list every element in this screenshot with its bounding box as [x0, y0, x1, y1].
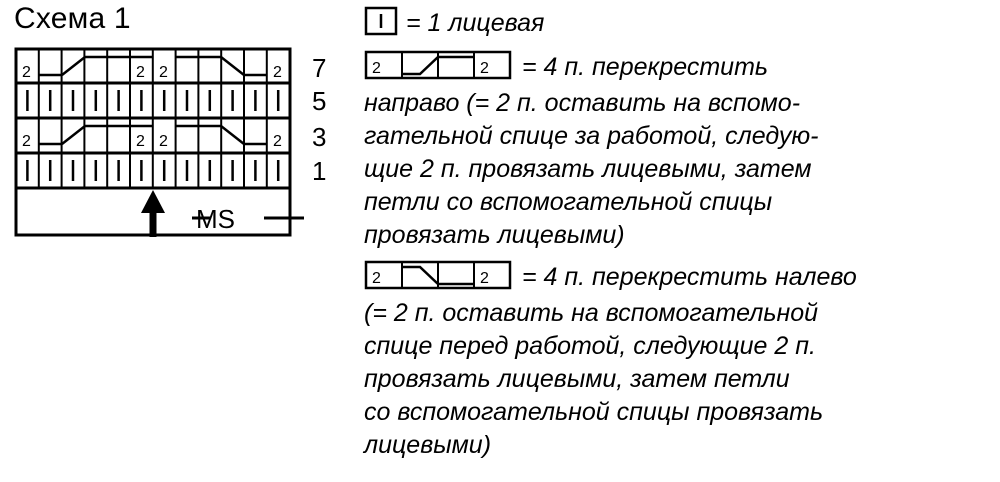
svg-text:2: 2	[372, 60, 381, 77]
row-number-5: 5	[312, 86, 327, 116]
legend-cross-left-line-1: = 4 п. перекрестить налево	[522, 263, 857, 291]
legend-cross-left-line-6: лицевыми)	[364, 431, 492, 459]
svg-text:2: 2	[273, 133, 282, 150]
legend-cross-left-line-2: (= 2 п. оставить на вспомогательной	[364, 299, 819, 327]
legend-cross-right-line-1: = 4 п. перекрестить	[522, 53, 769, 81]
svg-text:2: 2	[159, 64, 168, 81]
legend-cross-right-line-5: петли со вспомогательной спицы	[364, 188, 773, 216]
legend-cross-right-line-2: направо (= 2 п. оставить на вспомо-	[364, 89, 801, 117]
svg-text:2: 2	[273, 64, 282, 81]
legend-cross-right-line-3: гательной спице за работой, следую-	[364, 122, 819, 150]
chart-panel	[0, 0, 350, 482]
row-number-7: 7	[312, 53, 327, 83]
legend-panel	[364, 0, 1000, 482]
row-number-3: 3	[312, 122, 327, 152]
chart-grid-svg	[14, 47, 304, 237]
legend-item-cross-left	[364, 258, 857, 462]
svg-text:2: 2	[22, 64, 31, 81]
legend-cross-right-line-4: щие 2 п. провязать лицевыми, затем	[364, 155, 812, 183]
cross-left-symbol-icon	[364, 258, 514, 297]
ms-label: MS	[196, 204, 235, 234]
svg-text:2: 2	[372, 270, 381, 287]
svg-text:2: 2	[22, 133, 31, 150]
legend-cross-left-line-5: со вспомогательной спицы провязать	[364, 398, 824, 426]
legend-cross-left-line-4: провязать лицевыми, затем петли	[364, 365, 790, 393]
legend-item-knit	[364, 4, 544, 43]
legend-cross-left-line-3: спице перед работой, следующие 2 п.	[364, 332, 816, 360]
row-number-1: 1	[312, 156, 327, 186]
svg-text:2: 2	[159, 133, 168, 150]
legend-item-cross-right	[364, 48, 819, 252]
legend-item-knit-text: = 1 лицевая	[406, 9, 545, 37]
svg-text:2: 2	[136, 133, 145, 150]
svg-text:2: 2	[480, 270, 489, 287]
knitting-chart	[14, 47, 290, 235]
legend-cross-right-line-6: провязать лицевыми)	[364, 221, 625, 249]
cross-right-symbol-icon	[364, 48, 514, 87]
svg-text:2: 2	[480, 60, 489, 77]
svg-text:2: 2	[136, 64, 145, 81]
page-title: Схема 1	[14, 2, 131, 35]
knit-symbol-icon	[364, 4, 398, 43]
